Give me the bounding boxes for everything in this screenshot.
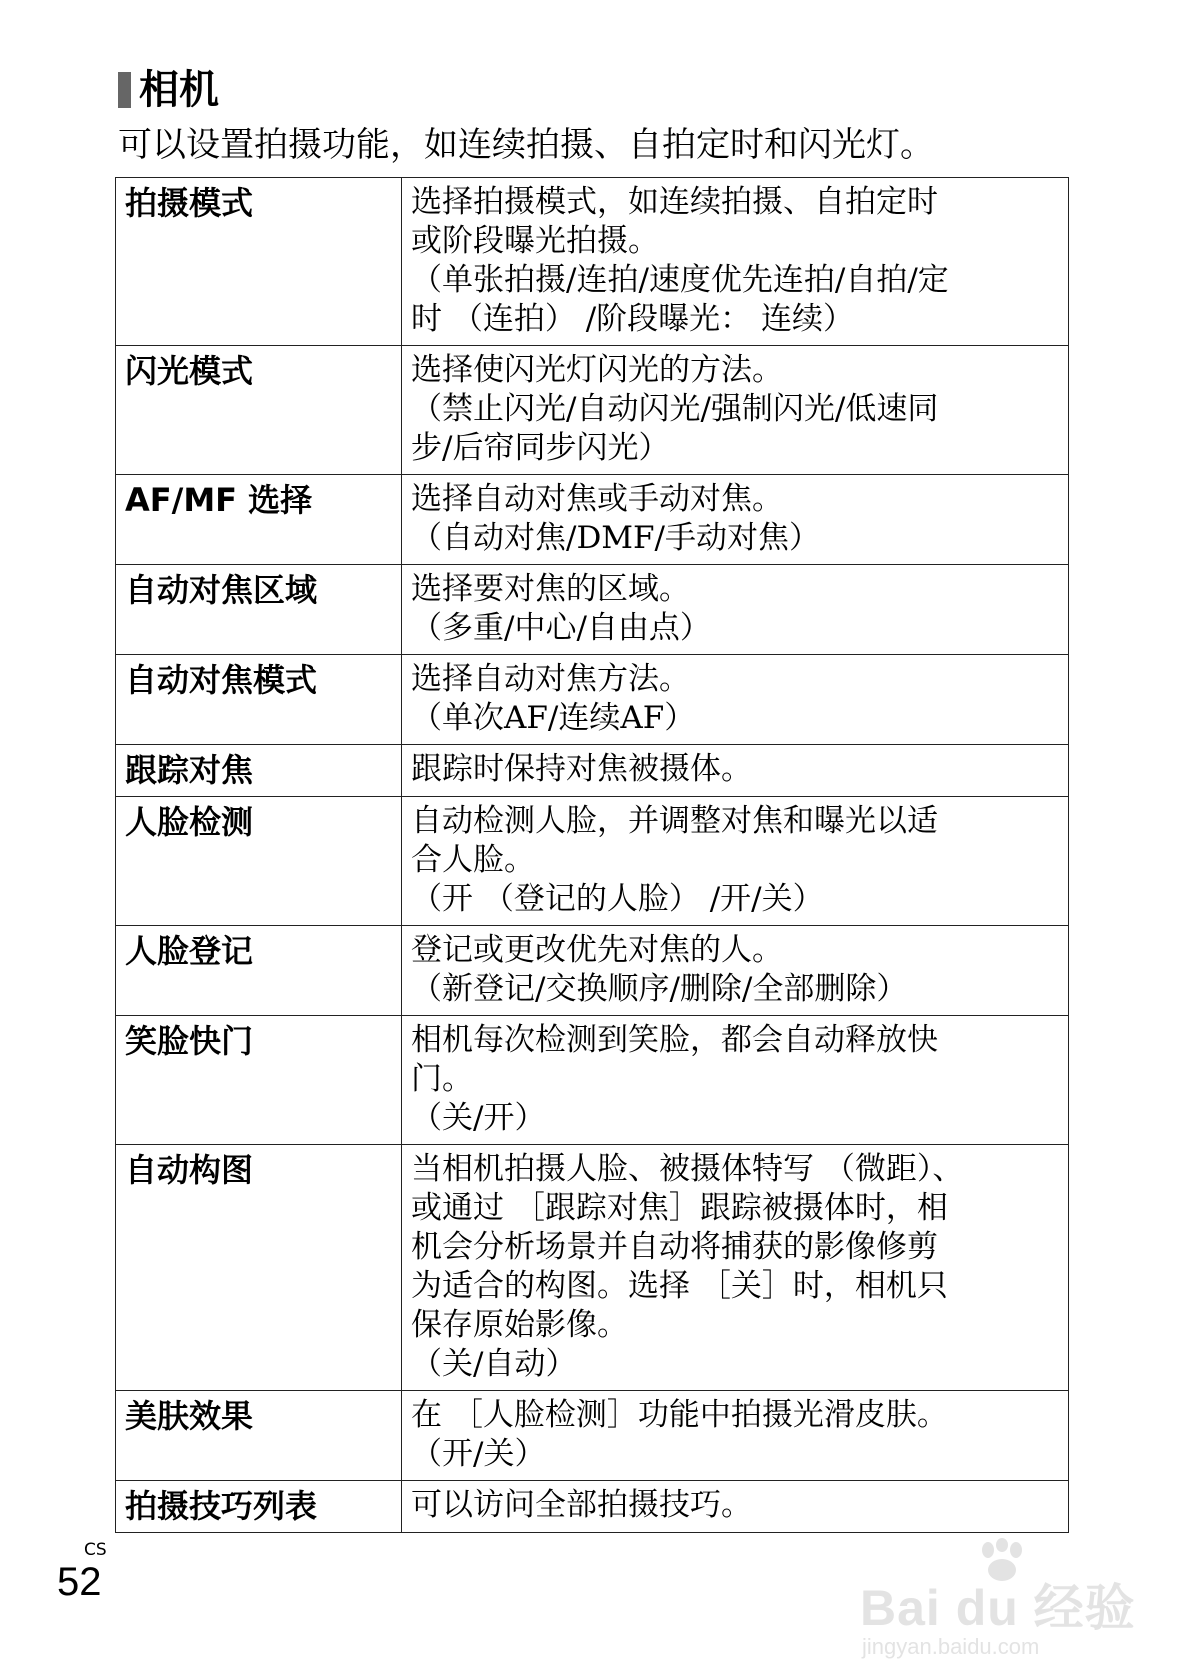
setting-description [402,475,1069,565]
description-line: 机会分析场景并自动将捕获的影像修剪 [411,1229,938,1265]
setting-description [402,1391,1069,1481]
description-line: 相机每次检测到笑脸，都会自动释放快 [411,1022,938,1058]
setting-name: 自动对焦模式 [116,655,402,745]
description-line: （开/关） [411,1436,546,1472]
table-row [116,346,1069,475]
setting-name: 自动构图 [116,1145,402,1391]
description-line: 登记或更改优先对焦的人。 [411,932,783,968]
watermark-brand: Bai du 经验 [860,1580,1136,1636]
description-line: 选择自动对焦或手动对焦。 [411,481,783,517]
table-row [116,1391,1069,1481]
setting-name: 美肤效果 [116,1391,402,1481]
description-line: 跟踪时保持对焦被摄体。 [411,751,752,787]
description-line: （关/开） [411,1100,546,1136]
description-line: （单次AF/连续AF） [411,700,696,736]
description-line: 选择使闪光灯闪光的方法。 [411,352,783,388]
description-line: 在 ［人脸检测］功能中拍摄光滑皮肤。 [411,1397,948,1433]
description-line: 或阶段曝光拍摄。 [411,223,659,259]
description-line: （新登记/交换顺序/删除/全部删除） [411,971,908,1007]
setting-description [402,1481,1069,1533]
table-row [116,475,1069,565]
setting-description [402,655,1069,745]
setting-description [402,178,1069,346]
description-line: （禁止闪光/自动闪光/强制闪光/低速同 [411,391,939,427]
table-row [116,1145,1069,1391]
setting-description [402,745,1069,797]
table-row [116,1481,1069,1533]
description-line: 选择拍摄模式，如连续拍摄、自拍定时 [411,184,938,220]
description-line: 时 （连拍） /阶段曝光： 连续） [411,301,855,337]
setting-description [402,797,1069,926]
description-line: 保存原始影像。 [411,1307,628,1343]
setting-name: 自动对焦区域 [116,565,402,655]
section-header [118,66,219,114]
description-line: 自动检测人脸，并调整对焦和曝光以适 [411,803,938,839]
setting-description [402,926,1069,1016]
watermark-url: jingyan.baidu.com [862,1634,1040,1659]
setting-description [402,1016,1069,1145]
description-line: （开 （登记的人脸） /开/关） [411,881,824,917]
setting-description [402,1145,1069,1391]
setting-name: 拍摄技巧列表 [116,1481,402,1533]
description-line: 选择要对焦的区域。 [411,571,690,607]
intro-text: 可以设置拍摄功能，如连续拍摄、自拍定时和闪光灯。 [118,125,934,165]
table-row [116,745,1069,797]
setting-description [402,565,1069,655]
description-line: 选择自动对焦方法。 [411,661,690,697]
setting-name: 闪光模式 [116,346,402,475]
description-line: 步/后帘同步闪光） [411,430,670,466]
description-line: 合人脸。 [411,842,535,878]
description-line: （单张拍摄/连拍/速度优先连拍/自拍/定 [411,262,949,298]
description-line: 或通过 ［跟踪对焦］跟踪被摄体时，相 [411,1190,948,1226]
description-line: 当相机拍摄人脸、被摄体特写 （微距）、 [411,1151,964,1187]
setting-description [402,346,1069,475]
section-marker [118,72,131,108]
setting-name: 跟踪对焦 [116,745,402,797]
section-title: 相机 [139,67,219,113]
settings-table [115,177,1069,1533]
table-row [116,797,1069,926]
setting-name: 人脸登记 [116,926,402,1016]
description-line: （关/自动） [411,1346,577,1382]
table-row [116,655,1069,745]
table-row [116,926,1069,1016]
setting-name: 人脸检测 [116,797,402,926]
description-line: 为适合的构图。选择 ［关］时，相机只 [411,1268,948,1304]
setting-name: 拍摄模式 [116,178,402,346]
description-line: （自动对焦/DMF/手动对焦） [411,520,820,556]
page-code: CS [84,1540,107,1560]
description-line: （多重/中心/自由点） [411,610,711,646]
page-number: 52 [57,1560,102,1604]
baidu-watermark [860,1538,1140,1658]
table-row [116,1016,1069,1145]
table-row [116,178,1069,346]
description-line: 可以访问全部拍摄技巧。 [411,1487,752,1523]
setting-name: 笑脸快门 [116,1016,402,1145]
description-line: 门。 [411,1061,473,1097]
setting-name: AF/MF 选择 [116,475,402,565]
table-row [116,565,1069,655]
